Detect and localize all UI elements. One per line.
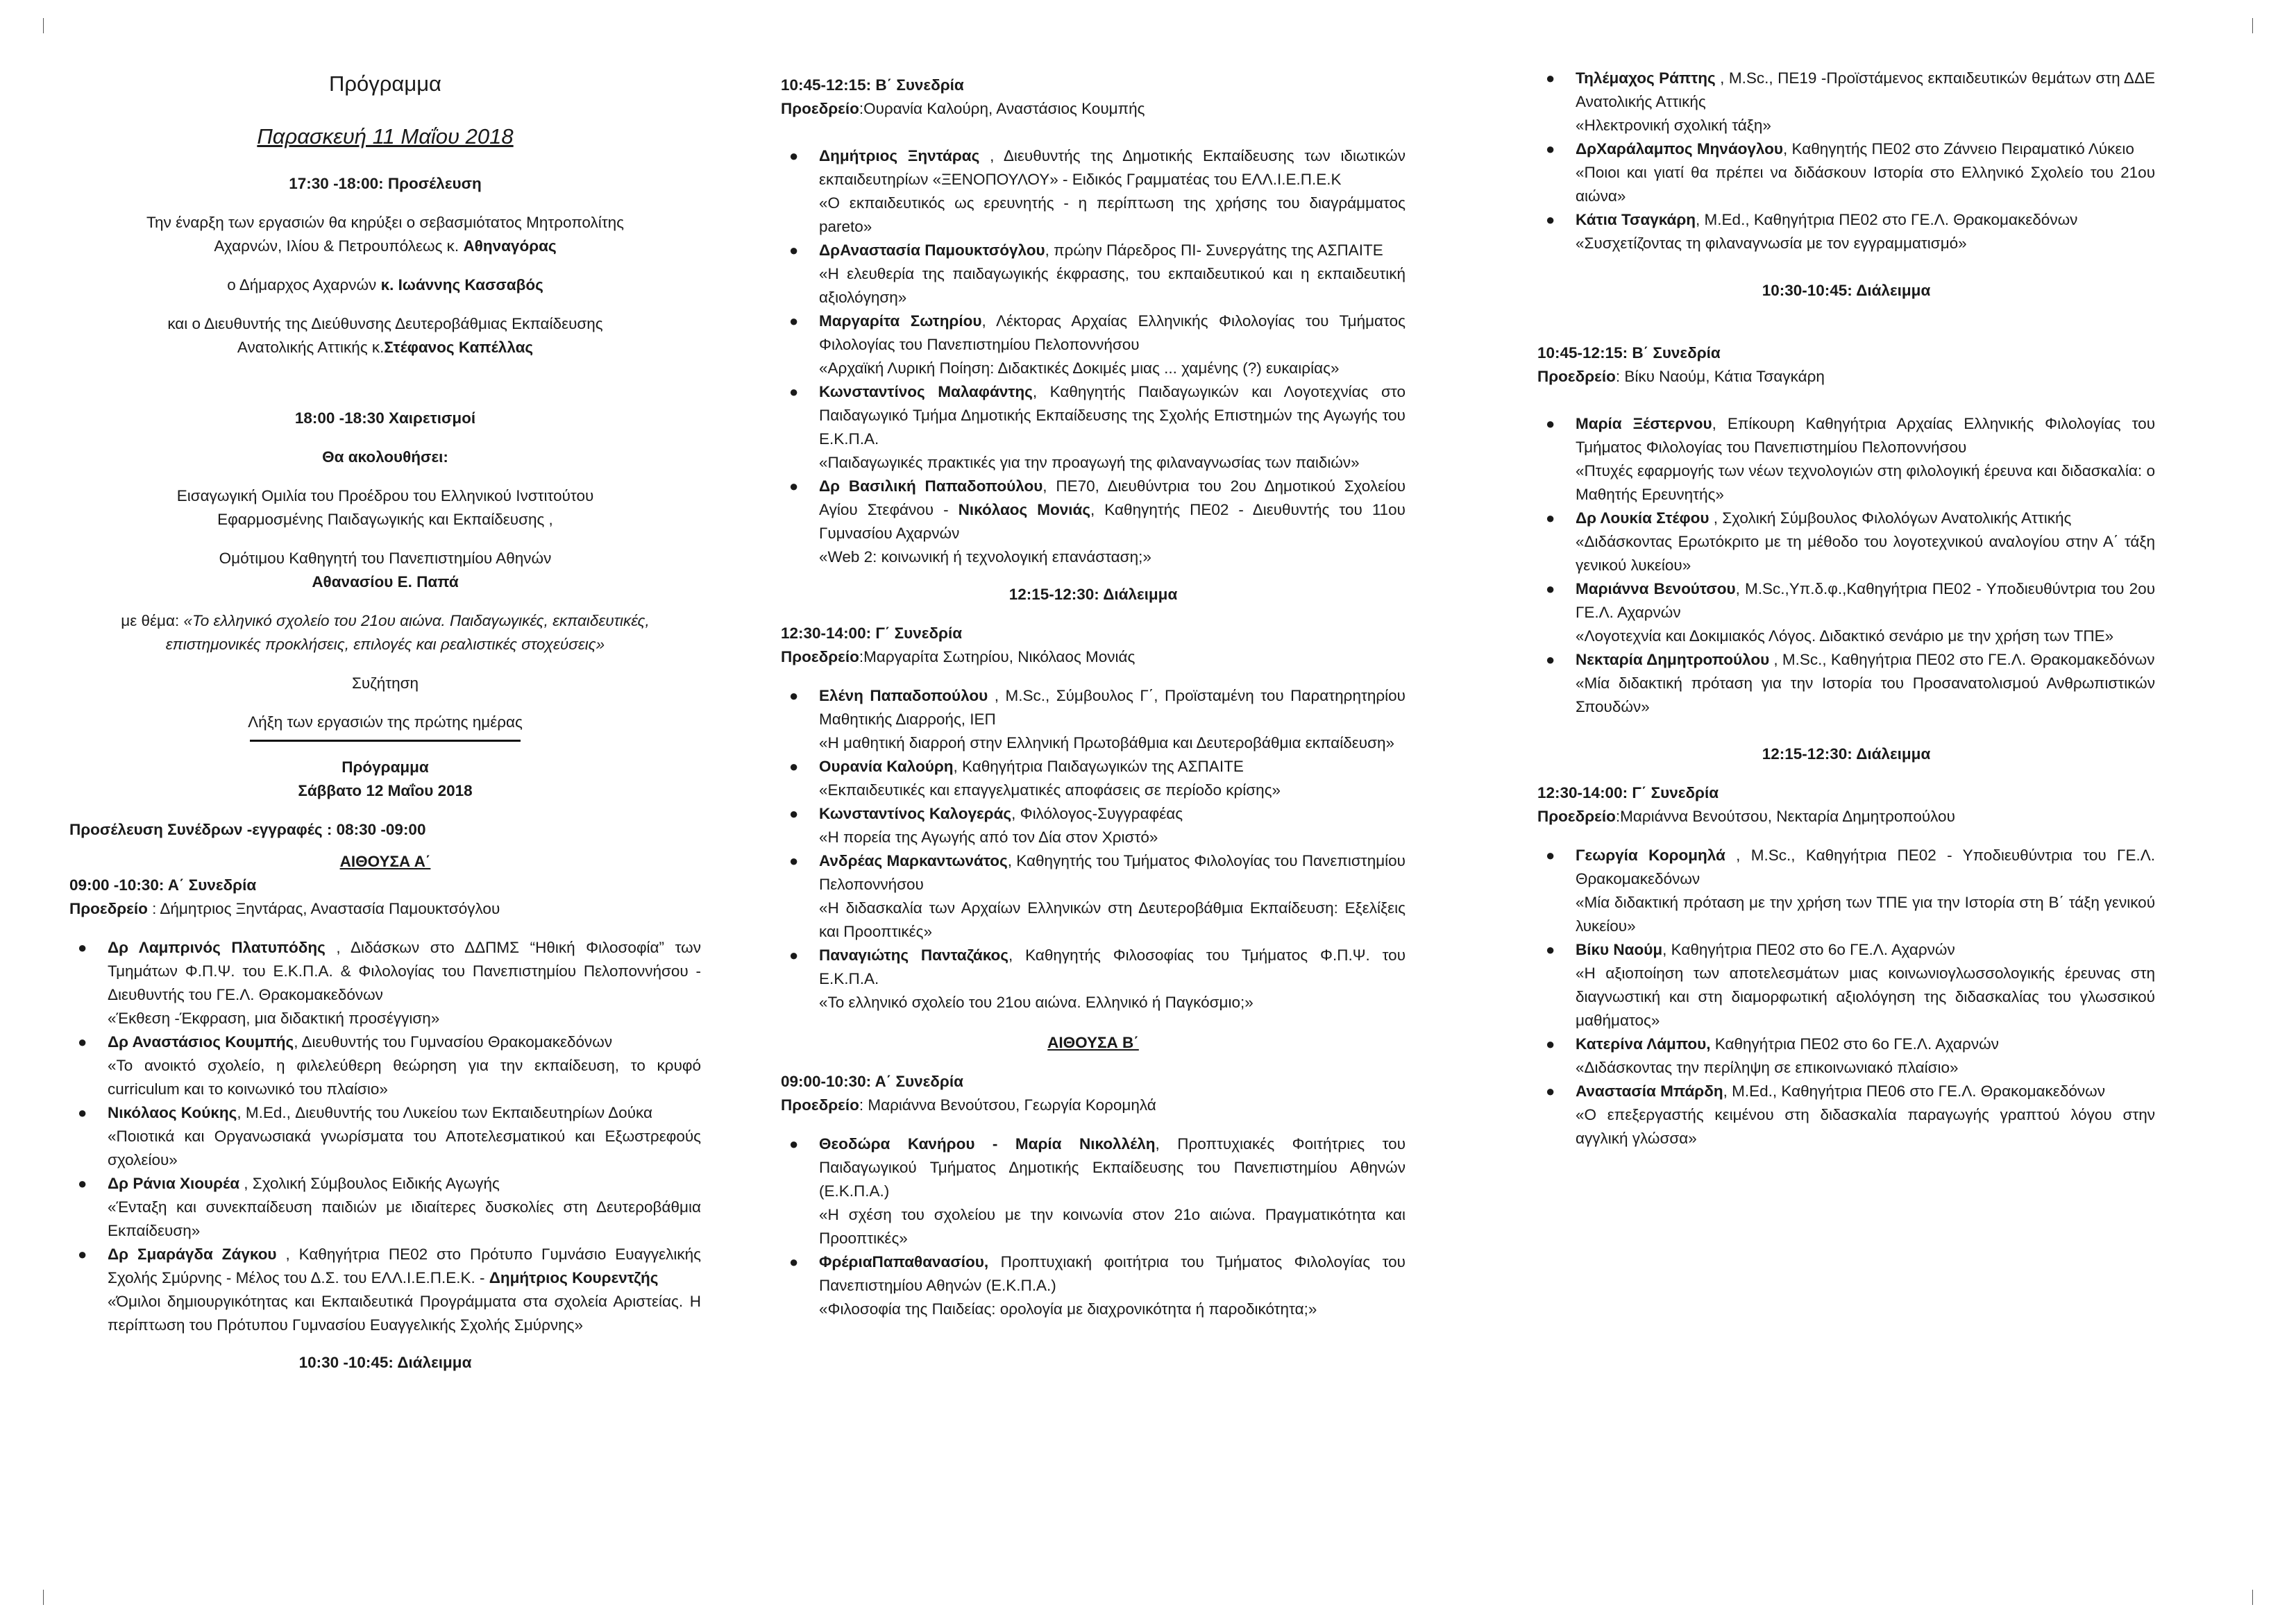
bullet-icon: ● bbox=[789, 758, 799, 775]
hall-b-session1-speakers-continued bbox=[1537, 67, 2155, 255]
list-item: ● Νεκταρία Δημητροπούλου , M.Sc., Καθηγήτρια ΠΕ02 στο ΓΕ.Λ. Θρακομακεδόνων «Μία διδακτική πρόταση για την Ιστορία του Προσανατολισμού Ανθρωπιστικών Σπουδών» bbox=[1537, 648, 2155, 719]
crop-mark bbox=[2252, 1590, 2253, 1605]
day1-follows: Θα ακολουθήσει: bbox=[322, 448, 448, 466]
bullet-icon: ● bbox=[789, 852, 799, 869]
hall-a-session2-chairs: Προεδρείο:Ουρανία Καλούρη, Αναστάσιος Κουμπής bbox=[781, 100, 1145, 117]
day1-greetings: 18:00 -18:30 Χαιρετισμοί bbox=[294, 409, 476, 427]
bullet-icon: ● bbox=[789, 477, 799, 495]
hall-b-session1-speakers bbox=[781, 1132, 1406, 1321]
bullet-icon: ● bbox=[78, 1033, 87, 1051]
list-item: ● Δρ Λουκία Στέφου , Σχολική Σύμβουλος Φιλολόγων Ανατολικής Αττικής «Διδάσκοντας Ερωτόκριτο με τη μέθοδο του λογοτεχνικού αναλογίου στην Α΄ τάξη γενικού λυκείου» bbox=[1537, 507, 2155, 577]
bullet-icon: ● bbox=[789, 383, 799, 400]
bullet-icon: ● bbox=[789, 805, 799, 822]
bullet-icon: ● bbox=[1546, 1082, 1555, 1100]
bullet-icon: ● bbox=[1546, 1035, 1555, 1053]
day1-date: Παρασκευή 11 Μαΐου 2018 bbox=[257, 124, 514, 148]
day1-opening-line1: Την έναρξη των εργασιών θα κηρύξει ο σεβασμιότατος Μητροπολίτης bbox=[146, 214, 625, 231]
hall-a-session2-time: 10:45-12:15: Β΄ Συνεδρία bbox=[781, 76, 964, 94]
column-3 bbox=[1537, 0, 2155, 1150]
day1-program-title: Πρόγραμμα bbox=[329, 71, 441, 96]
bullet-icon: ● bbox=[1546, 580, 1555, 597]
bullet-icon: ● bbox=[1546, 509, 1555, 527]
bullet-icon: ● bbox=[789, 147, 799, 164]
bullet-icon: ● bbox=[1546, 415, 1555, 432]
bullet-icon: ● bbox=[78, 1246, 87, 1263]
day2-date: Σάββατο 12 Μαΐου 2018 bbox=[298, 782, 473, 799]
day1-intro-line2: Εφαρμοσμένης Παιδαγωγικής και Εκπαίδευσης , bbox=[217, 511, 553, 528]
list-item: ● Παναγιώτης Πανταζάκος, Καθηγητής Φιλοσοφίας του Τμήματος Φ.Π.Ψ. του Ε.Κ.Π.Α. «Το ελληνικό σχολείο του 21ου αιώνα. Ελληνικό ή Παγκόσμιο;» bbox=[781, 944, 1406, 1014]
list-item: ● ΦρέριαΠαπαθανασίου, Προπτυχιακή φοιτήτρια του Τμήματος Φιλολογίας του Πανεπιστημίου Αθηνών (Ε.Κ.Π.Α.) «Φιλοσοφία της Παιδείας: ορολογία με διαχρονικότητα ή παροδικότητα;» bbox=[781, 1250, 1406, 1321]
day1-topic-line1: με θέμα: «Το ελληνικό σχολείο του 21ου αιώνα. Παιδαγωγικές, εκπαιδευτικές, bbox=[121, 612, 650, 629]
bullet-icon: ● bbox=[1546, 69, 1555, 87]
hall-a-session1-chairs: Προεδρείο : Δήμητριος Ξηντάρας, Αναστασία Παμουκτσόγλου bbox=[69, 900, 500, 917]
bullet-icon: ● bbox=[1546, 847, 1555, 864]
list-item: ● Κωνσταντίνος Μαλαφάντης, Καθηγητής Παιδαγωγικών και Λογοτεχνίας στο Παιδαγωγικό Τμήμα Δημοτικής Εκπαίδευσης της Σχολής Επιστημών της Αγωγής του Ε.Κ.Π.Α. «Παιδαγωγικές πρακτικές για την προαγωγή της φιλαναγνωσίας των παιδιών» bbox=[781, 380, 1406, 475]
bullet-icon: ● bbox=[1546, 941, 1555, 958]
list-item: ● Ουρανία Καλούρη, Καθηγήτρια Παιδαγωγικών της ΑΣΠΑΙΤΕ «Εκπαιδευτικές και επαγγελματικές αποφάσεις σε περίοδο κρίσης» bbox=[781, 755, 1406, 802]
hall-b-session3-chairs: Προεδρείο:Μαριάννα Βενούτσου, Νεκταρία Δημητροπούλου bbox=[1537, 808, 1955, 825]
list-item: ● Νικόλαος Κούκης, M.Ed., Διευθυντής του Λυκείου των Εκπαιδευτηρίων Δούκα «Ποιοτικά και Οργανωσιακά γνωρίσματα του Αποτελεσματικού και Εξωστρεφούς σχολείου» bbox=[69, 1101, 701, 1172]
list-item: ● ΔρΑναστασία Παμουκτσόγλου, πρώην Πάρεδρος ΠΙ- Συνεργάτης της ΑΣΠΑΙΤΕ «Η ελευθερία της παιδαγωγικής έκφρασης, του εκπαιδευτικού και η εκπαιδευτική αξιολόγηση» bbox=[781, 239, 1406, 309]
crop-mark bbox=[43, 18, 44, 33]
hall-b-break1: 10:30-10:45: Διάλειμμα bbox=[1762, 282, 1931, 299]
hall-a-session3-chairs: Προεδρείο:Μαργαρίτα Σωτηρίου, Νικόλαος Μονιάς bbox=[781, 648, 1136, 665]
hall-b-title: ΑΙΘΟΥΣΑ Β΄ bbox=[1047, 1034, 1139, 1051]
day2-program-title: Πρόγραμμα bbox=[341, 758, 429, 776]
hall-b-session2-chairs: Προεδρείο: Βίκυ Ναούμ, Κάτια Τσαγκάρη bbox=[1537, 368, 1825, 385]
hall-b-session3-time: 12:30-14:00: Γ΄ Συνεδρία bbox=[1537, 784, 1719, 801]
day2-registration: Προσέλευση Συνέδρων -εγγραφές : 08:30 -09:00 bbox=[69, 821, 426, 838]
hall-b-session1-time: 09:00-10:30: Α΄ Συνεδρία bbox=[781, 1073, 963, 1090]
list-item: ● Κατερίνα Λάμπου, Καθηγήτρια ΠΕ02 στο 6ο ΓΕ.Λ. Αχαρνών «Διδάσκοντας την περίληψη σε επικοινωνιακό πλαίσιο» bbox=[1537, 1033, 2155, 1080]
hall-a-break2: 12:15-12:30: Διάλειμμα bbox=[1008, 586, 1178, 603]
hall-a-session1-speakers bbox=[69, 936, 701, 1337]
day1-intro-line1: Εισαγωγική Ομιλία του Προέδρου του Ελληνικού Ινστιτούτου bbox=[176, 487, 594, 504]
day1-director-line2: Ανατολικής Αττικής κ.Στέφανος Καπέλλας bbox=[237, 339, 534, 356]
list-item: ● Δημήτριος Ξηντάρας , Διευθυντής της Δημοτικής Εκπαίδευσης των ιδιωτικών εκπαιδευτηρίων «ΞΕΝΟΠΟΥΛΟΥ» - Ειδικός Γραμματέας του ΕΛΛ.Ι.Ε.Π.Ε.Κ «Ο εκπαιδευτικός ως ερευνητής - η περίπτωση της χρήσης του διαγράμματος pareto» bbox=[781, 144, 1406, 239]
list-item: ● Ανδρέας Μαρκαντωνάτος, Καθηγητής του Τμήματος Φιλολογίας του Πανεπιστημίου Πελοποννήσου «Η διδασκαλία των Αρχαίων Ελληνικών στη Δευτεροβάθμια Εκπαίδευση: Εξελίξεις και Προοπτικές» bbox=[781, 849, 1406, 944]
list-item: ● ΔρΧαράλαμπος Μηνάογλου, Καθηγητής ΠΕ02 στο Ζάννειο Πειραματικό Λύκειο «Ποιοι και γιατί θα πρέπει να διδάσκουν Ιστορία στο Ελληνικό Σχολείο του 21ου αιώνα» bbox=[1537, 137, 2155, 208]
list-item: ● Δρ Σμαράγδα Ζάγκου , Καθηγήτρια ΠΕ02 στο Πρότυπο Γυμνάσιο Ευαγγελικής Σχολής Σμύρνης - Μέλος του Δ.Σ. του ΕΛΛ.Ι.Ε.Π.Ε.Κ. - Δημήτριος Κουρεντζής «Όμιλοι δημιουργικότητας και Εκπαιδευτικά Προγράμματα στα σχολεία Αριστείας. Η περίπτωση του Πρότυπου Γυμνασίου Ευαγγελικής Σχολής Σμύρνης» bbox=[69, 1243, 701, 1337]
day1-arrival: 17:30 -18:00: Προσέλευση bbox=[289, 175, 482, 192]
bullet-icon: ● bbox=[789, 312, 799, 330]
hall-a-session3-time: 12:30-14:00: Γ΄ Συνεδρία bbox=[781, 624, 963, 642]
bullet-icon: ● bbox=[1546, 140, 1555, 158]
list-item: ● Μαρία Ξέστερνου, Επίκουρη Καθηγήτρια Αρχαίας Ελληνικής Φιλολογίας του Τμήματος Φιλολογίας του Πανεπιστημίου Πελοποννήσου «Πτυχές εφαρμογής των νέων τεχνολογιών στη φιλολογική έρευνα και διδασκαλία: ο Μαθητής Ερευνητής» bbox=[1537, 412, 2155, 507]
list-item: ● Δρ Ράνια Χιουρέα , Σχολική Σύμβουλος Ειδικής Αγωγής «Ένταξη και συνεκπαίδευση παιδιών με ιδιαίτερες δυσκολίες στη Δευτεροβάθμια Εκπαίδευση» bbox=[69, 1172, 701, 1243]
bullet-icon: ● bbox=[789, 1253, 799, 1271]
bullet-icon: ● bbox=[1546, 651, 1555, 668]
list-item: ● Δρ Βασιλική Παπαδοπούλου, ΠΕ70, Διευθύντρια του 2ου Δημοτικού Σχολείου Αγίου Στεφάνου - Νικόλαος Μονιάς, Καθηγητής ΠΕ02 - Διευθυντής του 11ου Γυμνασίου Αχαρνών «Web 2: κοινωνική ή τεχνολογική επανάσταση;» bbox=[781, 475, 1406, 569]
bullet-icon: ● bbox=[1546, 211, 1555, 228]
list-item: ● Μαριάννα Βενούτσου, M.Sc.,Υπ.δ.φ.,Καθηγήτρια ΠΕ02 - Υποδιευθύντρια του 2ου ΓΕ.Λ. Αχαρνών «Λογοτεχνία και Δοκιμιακός Λόγος. Διδακτικό σενάριο με την χρήση των ΤΠΕ» bbox=[1537, 577, 2155, 648]
hall-a-session2-speakers bbox=[781, 144, 1406, 569]
crop-mark bbox=[2252, 18, 2253, 33]
column-2 bbox=[781, 0, 1406, 1321]
day1-mayor: ο Δήμαρχος Αχαρνών κ. Ιωάννης Κασσαβός bbox=[227, 276, 543, 294]
list-item: ● Βίκυ Ναούμ, Καθηγήτρια ΠΕ02 στο 6ο ΓΕ.Λ. Αχαρνών «Η αξιοποίηση των αποτελεσμάτων μιας κοινωνιογλωσσολογικής έρευνας στη διαγνωστική και στη διαμορφωτική αξιολόγηση της διδασκαλίας του γλωσσικού μαθήματος» bbox=[1537, 938, 2155, 1033]
column-1 bbox=[69, 0, 701, 1375]
list-item: ● Τηλέμαχος Ράπτης , M.Sc., ΠΕ19 -Προϊστάμενος εκπαιδευτικών θεμάτων στη ΔΔΕ Ανατολικής Αττικής «Ηλεκτρονική σχολική τάξη» bbox=[1537, 67, 2155, 137]
list-item: ● Δρ Αναστάσιος Κουμπής, Διευθυντής του Γυμνασίου Θρακομακεδόνων «Το ανοικτό σχολείο, η φιλελεύθερη θεώρηση για την εκπαίδευση, το κρυφό curriculum και το κοινωνικό του πλαίσιο» bbox=[69, 1030, 701, 1101]
day1-professor-line: Ομότιμου Καθηγητή του Πανεπιστημίου Αθηνών bbox=[219, 550, 552, 567]
bullet-icon: ● bbox=[78, 939, 87, 956]
bullet-icon: ● bbox=[789, 1135, 799, 1153]
bullet-icon: ● bbox=[789, 687, 799, 704]
day1-closing: Λήξη των εργασιών της πρώτης ημέρας bbox=[248, 713, 523, 731]
bullet-icon: ● bbox=[789, 241, 799, 259]
list-item: ● Θεοδώρα Κανήρου - Μαρία Νικολλέλη, Προπτυχιακές Φοιτήτριες του Παιδαγωγικού Τμήματος Δημοτικής Εκπαίδευσης του Πανεπιστημίου Αθηνών (Ε.Κ.Π.Α.) «Η σχέση του σχολείου με την κοινωνία στον 21ο αιώνα. Πραγματικότητα και Προοπτικές» bbox=[781, 1132, 1406, 1250]
day1-opening-line2: Αχαρνών, Ιλίου & Πετρουπόλεως κ. Αθηναγόρας bbox=[214, 237, 557, 255]
list-item: ● Ελένη Παπαδοπούλου , M.Sc., Σύμβουλος Γ΄, Προϊσταμένη του Παρατηρητηρίου Μαθητικής Διαρροής, ΙΕΠ «Η μαθητική διαρροή στην Ελληνική Πρωτοβάθμια και Δευτεροβάθμια εκπαίδευση» bbox=[781, 684, 1406, 755]
hall-a-session3-speakers bbox=[781, 684, 1406, 1014]
hall-b-session1-chairs: Προεδρείο: Μαριάννα Βενούτσου, Γεωργία Κορομηλά bbox=[781, 1096, 1156, 1114]
day1-topic-line2: επιστημονικές προκλήσεις, επιλογές και ρεαλιστικές στοχεύσεις» bbox=[165, 636, 605, 653]
day1-professor-name: Αθανασίου Ε. Παπά bbox=[312, 573, 459, 590]
hall-b-session2-speakers bbox=[1537, 412, 2155, 719]
list-item: ● Κωνσταντίνος Καλογεράς, Φιλόλογος-Συγγραφέας «Η πορεία της Αγωγής από τον Δία στον Χριστό» bbox=[781, 802, 1406, 849]
list-item: ● Γεωργία Κορομηλά , M.Sc., Καθηγήτρια ΠΕ02 - Υποδιευθύντρια του ΓΕ.Λ. Θρακομακεδόνων «Μία διδακτική πρόταση με την χρήση των ΤΠΕ για την Ιστορία στη Β΄ τάξη γενικού λυκείου» bbox=[1537, 844, 2155, 938]
bullet-icon: ● bbox=[78, 1104, 87, 1121]
list-item: ● Αναστασία Μπάρδη, M.Ed., Καθηγήτρια ΠΕ06 στο ΓΕ.Λ. Θρακομακεδόνων «Ο επεξεργαστής κειμένου στη διδασκαλία παραγωγής γραπτού λόγου στην αγγλική γλώσσα» bbox=[1537, 1080, 2155, 1150]
list-item: ● Μαργαρίτα Σωτηρίου, Λέκτορας Αρχαίας Ελληνικής Φιλολογίας του Τμήματος Φιλολογίας του Πανεπιστημίου Πελοποννήσου «Αρχαϊκή Λυρική Ποίηση: Διδακτικές Δοκιμές μιας ... χαμένης (?) ευκαιρίας» bbox=[781, 309, 1406, 380]
hall-a-title: ΑΙΘΟΥΣΑ Α΄ bbox=[339, 853, 431, 870]
list-item: ● Δρ Λαμπρινός Πλατυπόδης , Διδάσκων στο ΔΔΠΜΣ “Ηθική Φιλοσοφία” των Τμημάτων Φ.Π.Ψ. του Ε.Κ.Π.Α. & Φιλολογίας του Πανεπιστημίου Πελοποννήσου - Διευθυντής του ΓΕ.Λ. Θρακομακεδόνων «Έκθεση -Έκφραση, μια διδακτική προσέγγιση» bbox=[69, 936, 701, 1030]
day1-director-line1: και ο Διευθυντής της Διεύθυνσης Δευτεροβάθμιας Εκπαίδευσης bbox=[167, 315, 603, 332]
hall-a-session1-time: 09:00 -10:30: Α΄ Συνεδρία bbox=[69, 876, 257, 894]
hall-a-break1: 10:30 -10:45: Διάλειμμα bbox=[298, 1354, 472, 1371]
bullet-icon: ● bbox=[789, 946, 799, 964]
crop-mark bbox=[43, 1590, 44, 1605]
hall-b-break2: 12:15-12:30: Διάλειμμα bbox=[1762, 745, 1931, 763]
hall-b-session3-speakers bbox=[1537, 844, 2155, 1150]
list-item: ● Κάτια Τσαγκάρη, M.Ed., Καθηγήτρια ΠΕ02 στο ΓΕ.Λ. Θρακομακεδόνων «Συσχετίζοντας τη φιλαναγνωσία με τον εγγραμματισμό» bbox=[1537, 208, 2155, 255]
hall-b-session2-time: 10:45-12:15: Β΄ Συνεδρία bbox=[1537, 344, 1721, 362]
day1-discussion: Συζήτηση bbox=[351, 674, 419, 692]
bullet-icon: ● bbox=[78, 1175, 87, 1192]
